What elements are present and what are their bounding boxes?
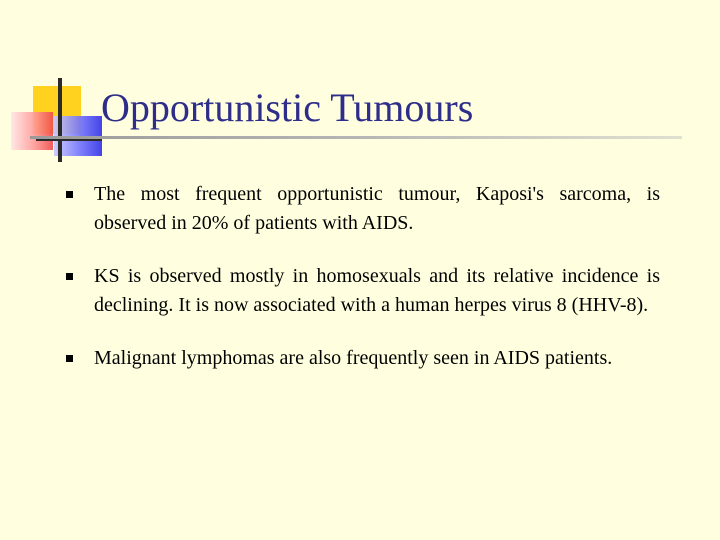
- bullet-text: The most frequent opportunistic tumour, Kaposi's sarcoma, is observed in 20% of patients with AIDS.: [94, 183, 660, 234]
- square-bullet-icon: [66, 273, 73, 280]
- slide-title: Opportunistic Tumours: [101, 85, 474, 130]
- square-bullet-icon: [66, 355, 73, 362]
- bullet-text: Malignant lymphomas are also frequently seen in AIDS patients.: [94, 347, 613, 369]
- bullet-text: KS is observed mostly in homosexuals and its relative incidence is declining. It is now associated with a human herpes virus 8 (HHV-8).: [94, 265, 660, 316]
- vertical-bar-icon: [58, 78, 62, 162]
- bullet-item: [60, 180, 660, 238]
- title-divider: [30, 136, 682, 139]
- bullet-item: [60, 344, 660, 373]
- bullet-item: [60, 262, 660, 320]
- red-square-icon: [11, 112, 53, 150]
- bullet-list: [60, 180, 660, 373]
- square-bullet-icon: [66, 191, 73, 198]
